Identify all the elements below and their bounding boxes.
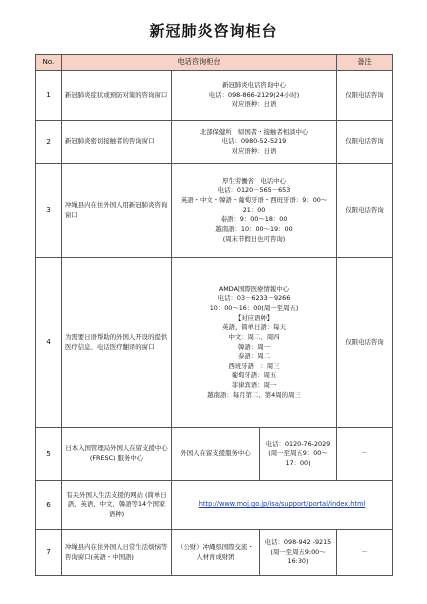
consultation-table bbox=[35, 54, 393, 576]
row-number: 6 bbox=[36, 481, 62, 530]
row-desk: （公财）冲縄県国際交流・人材育成财团 bbox=[172, 530, 260, 576]
row-detail: 新冠肺炎电话咨询中心 电话：098-866-2129(24小时) 对应语种：日语 bbox=[172, 71, 337, 121]
row-contact: 电话：098-942 -9215 (周一至周五9:00～16:30) bbox=[260, 530, 337, 576]
table-row bbox=[36, 530, 393, 576]
row-note: 仅限电话咨询 bbox=[337, 71, 393, 121]
row-note: － bbox=[337, 428, 393, 481]
header-desk: 电话咨询柜台 bbox=[62, 55, 337, 71]
table-row bbox=[36, 71, 393, 121]
row-number: 5 bbox=[36, 428, 62, 481]
row-number: 3 bbox=[36, 164, 62, 258]
row-number: 7 bbox=[36, 530, 62, 576]
row-name: 为需要日语帮助的外国人开设的提供医疗信息、电话医疗翻译的窗口 bbox=[62, 258, 172, 428]
page-title: 新冠肺炎咨询柜台 bbox=[149, 22, 278, 40]
row-number: 4 bbox=[36, 258, 62, 428]
header-no: No. bbox=[36, 55, 62, 71]
row-name: 日本入国管理局外国人在留支援中心(FRESC) 服务中心 bbox=[62, 428, 172, 481]
table-header-row bbox=[36, 55, 393, 71]
row-note: 仅限电话咨询 bbox=[337, 258, 393, 428]
row-note: 仅限电话咨询 bbox=[337, 164, 393, 258]
table-row bbox=[36, 121, 393, 164]
row-name: 冲绳县内在住外国人用新冠肺炎咨询窗口 bbox=[62, 164, 172, 258]
row-link-cell bbox=[172, 481, 393, 530]
row-name: 冲绳县内在住外国人日常生活烦恼等咨询窗口(英語・中国語) bbox=[62, 530, 172, 576]
row-desk: 外国人在留支援服务中心 bbox=[172, 428, 260, 481]
row-number: 2 bbox=[36, 121, 62, 164]
row-detail: AMDA国際医療情報中心 电话：03－6233－9266 10：00～16：00(周一至周五) 【对应语种】 英語、简单日語：每天 中文：周二、周四 韓語：周一 泰語：周二 西班牙語 ：周三 葡萄牙語：周五 菲律宾语：周一 越南語：每月第二、第4周的周三 bbox=[172, 258, 337, 428]
row-name: 有关外国人生活支援的网站 (简单日語、英语、中文、韓語等14个国家语种) bbox=[62, 481, 172, 530]
table-row bbox=[36, 428, 393, 481]
portal-link[interactable]: http://www.moj.go.jp/isa/support/portal/index.html bbox=[198, 500, 366, 509]
row-detail: 厚生劳働省 电话中心 电话：0120－565－653 英語・中文・韓語・葡萄牙语・西班牙语：9：00～21：00 泰語：9：00～18：00 越南語：10：00～19：00 (周末节假日也可咨询) bbox=[172, 164, 337, 258]
row-contact: 电话：0120-76-2029 (周一至周五9：00～17：00) bbox=[260, 428, 337, 481]
row-note: 仅限电话咨询 bbox=[337, 121, 393, 164]
table-row bbox=[36, 481, 393, 530]
row-name: 新冠肺炎密切接触者的咨询窗口 bbox=[62, 121, 172, 164]
row-note: － bbox=[337, 530, 393, 576]
row-detail: 北部保健所 帰国者・接触者相談中心 电话：0980-52-5219 对应语种：日语 bbox=[172, 121, 337, 164]
header-note: 备注 bbox=[337, 55, 393, 71]
table-row bbox=[36, 164, 393, 258]
row-name: 新冠肺炎症状或预防对策的咨询窗口 bbox=[62, 71, 172, 121]
row-number: 1 bbox=[36, 71, 62, 121]
table-row bbox=[36, 258, 393, 428]
